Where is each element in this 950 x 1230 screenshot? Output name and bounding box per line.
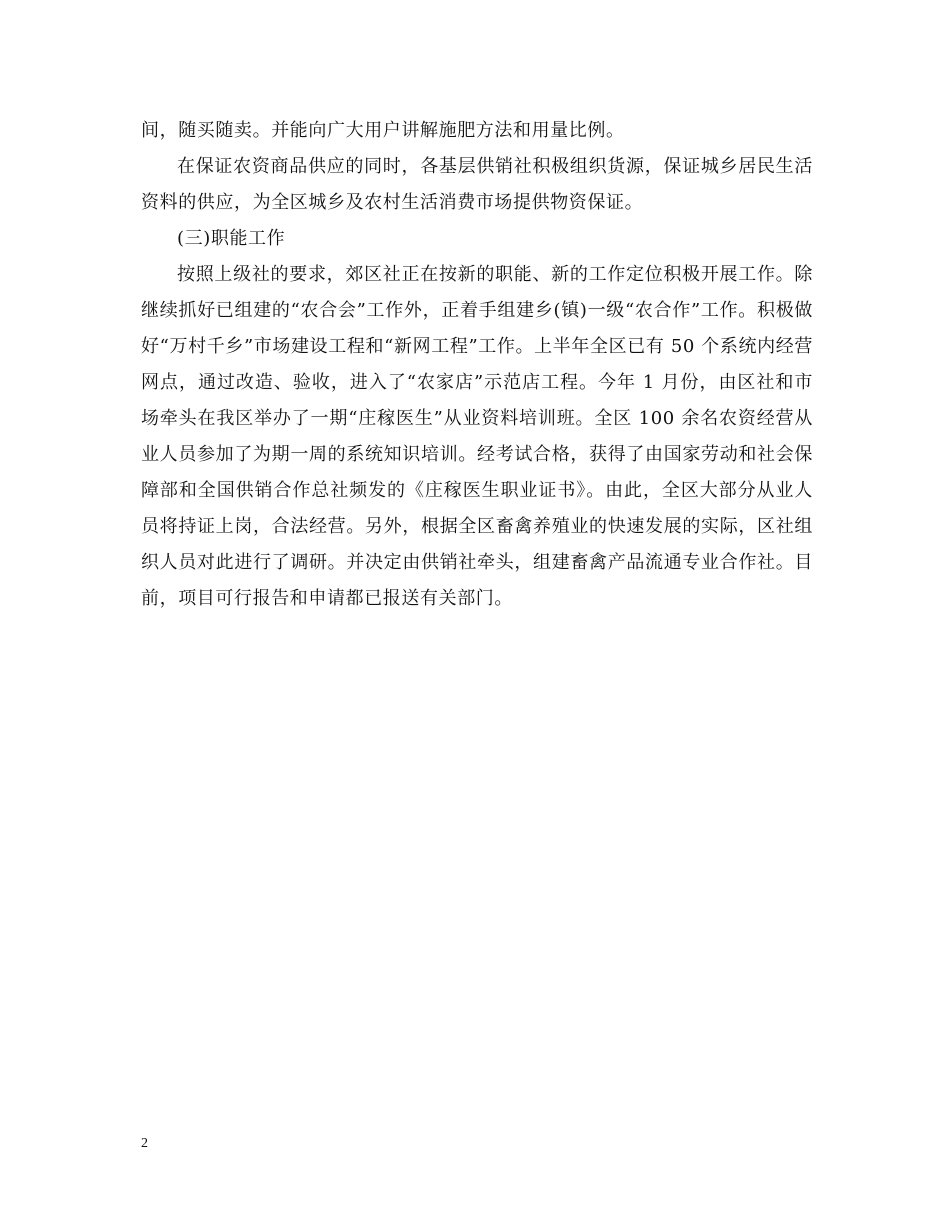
paragraph-continuation: 间，随买随卖。并能向广大用户讲解施肥方法和用量比例。 — [141, 120, 625, 141]
paragraph-functions-work: 按照上级社的要求，郊区社正在按新的职能、新的工作定位积极开展工作。除继续抓好已组建的“农合会”工作外，正着手组建乡(镇)一级“农合作”工作。积极做好“万村千乡”市场建设工程和“新网工程”工作。上半年全区已有 50 个系统内经营网点，通过改造、验收，进入了“农家店”示范店工程。今年 1 月份，由区社和市场牵头在我区举办了一期“庄稼医生”从业资料培训班。全区 100 余名农资经营从业人员参加了为期一周的系统知识培训。经考试合格，获得了由国家劳动和社会保障部和全国供销合作总社频发的《庄稼医生职业证书》。由此，全区大部分从业人员将持证上岗，合法经营。另外，根据全区畜禽养殖业的快速发展的实际，区社组织人员对此进行了调研。并决定由供销社牵头，组建畜禽产品流通专业合作社。目前，项目可行报告和申请都已报送有关部门。 — [141, 264, 813, 609]
body-text — [141, 113, 813, 617]
page-number: 2 — [141, 1136, 148, 1151]
paragraph-supply: 在保证农资商品供应的同时，各基层供销社积极组织货源，保证城乡居民生活资料的供应，为全区城乡及农村生活消费市场提供物资保证。 — [141, 156, 813, 213]
section-heading-functions: (三)职能工作 — [177, 228, 286, 249]
